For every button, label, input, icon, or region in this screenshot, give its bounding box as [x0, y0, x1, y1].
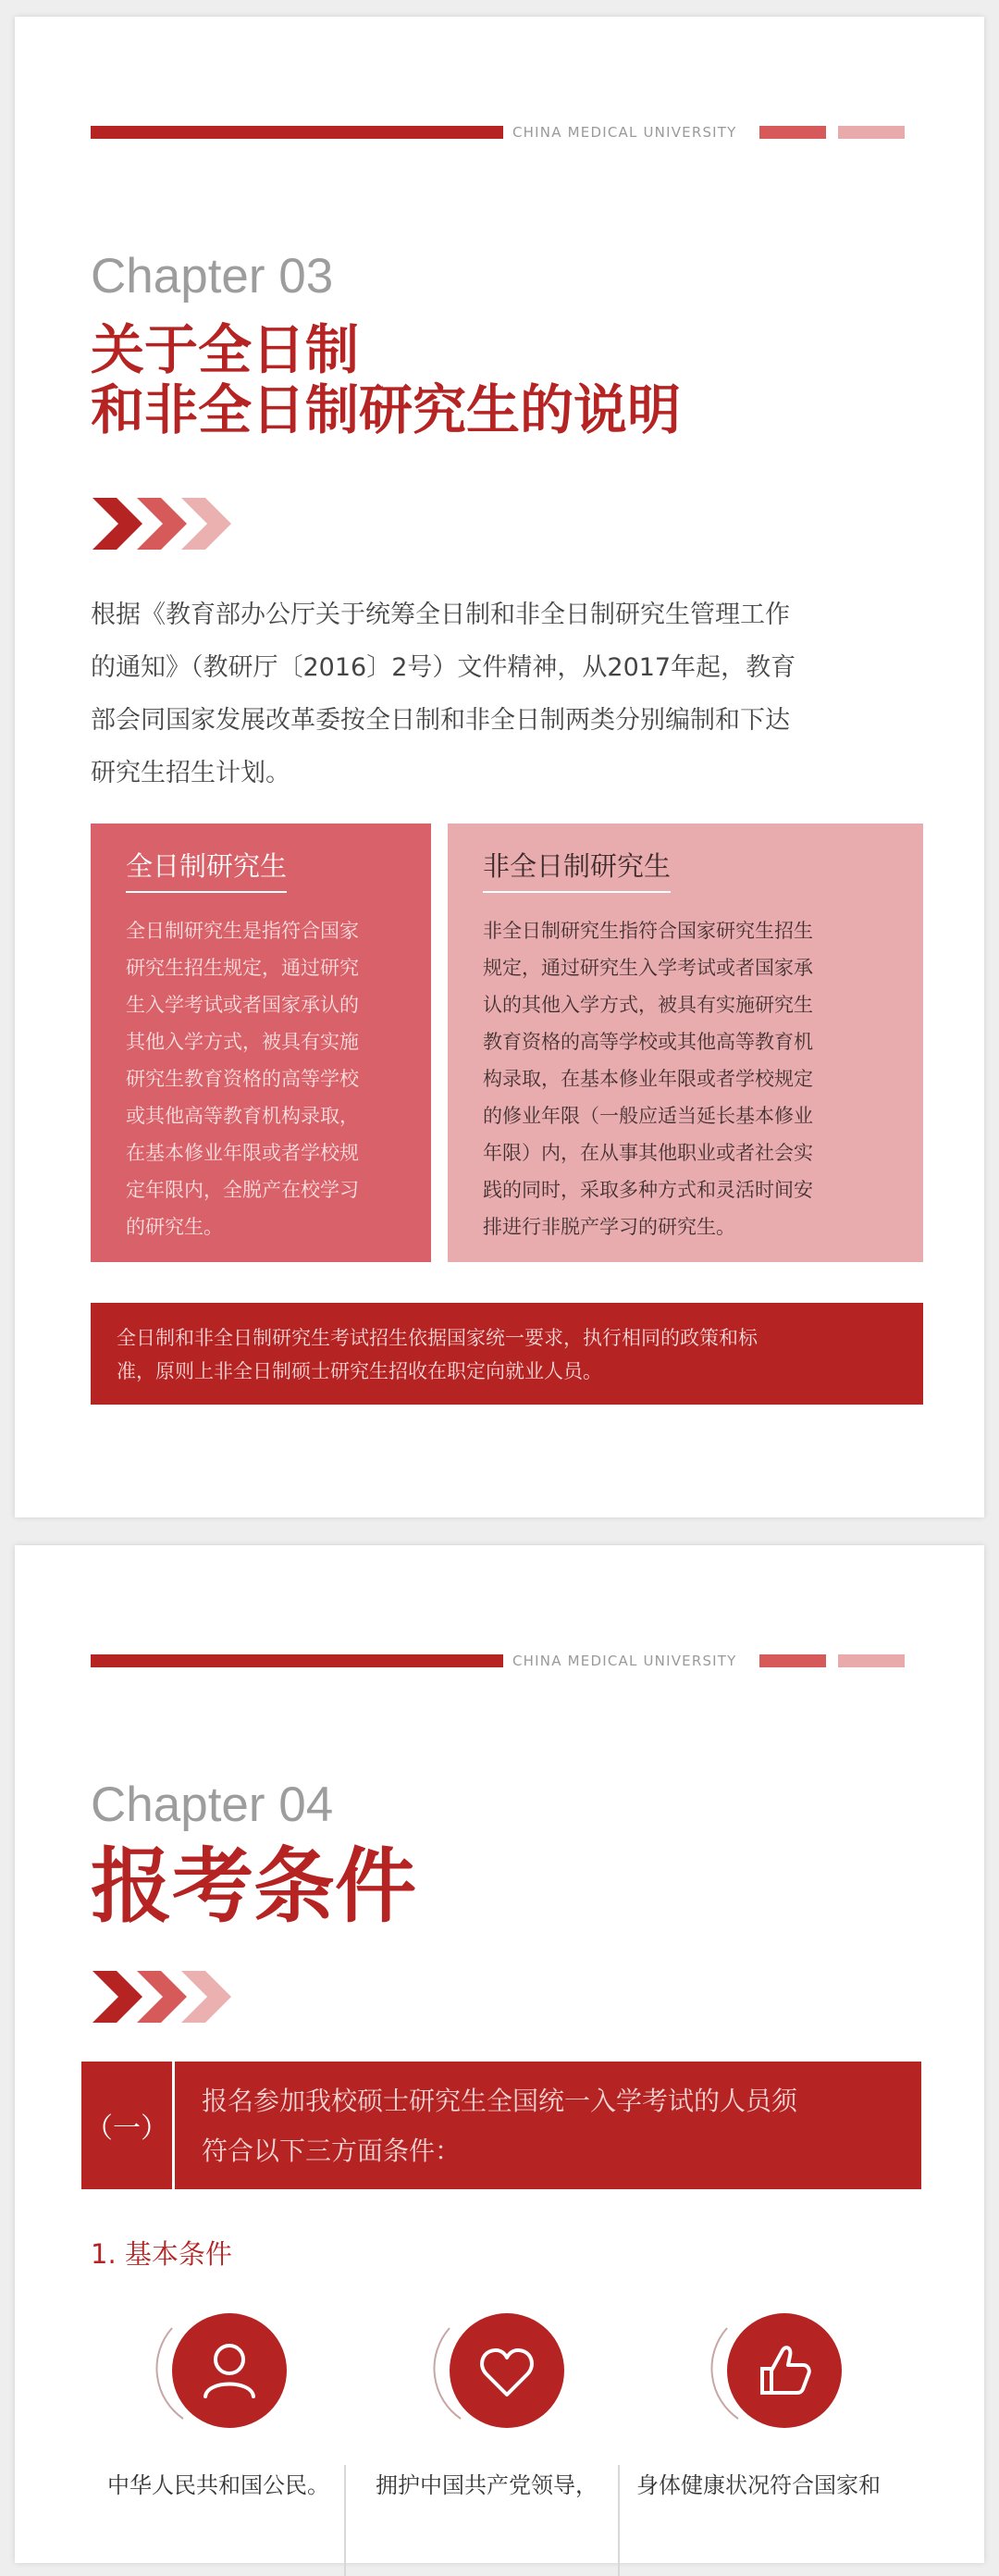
text-line: 报名参加我校硕士研究生全国统一入学考试的人员须 [202, 2086, 798, 2116]
intro-line: 研究生招生计划。 [91, 759, 290, 787]
full-time-description [126, 912, 403, 1245]
header-bar-main [91, 1654, 503, 1667]
header-bar-accent-light [838, 126, 905, 139]
chapter-03-card [15, 17, 984, 1517]
text-line: 构录取，在基本修业年限或者学校规定 [483, 1068, 813, 1090]
condition-item: 身体健康状况符合国家和 [636, 2472, 881, 2498]
header-bar-accent-light [838, 1654, 905, 1667]
chevron-arrows-icon [92, 1971, 240, 2023]
text-line: 研究生招生规定，通过研究 [126, 957, 359, 979]
header-bar-accent [759, 126, 826, 139]
chevron-arrows-icon [92, 498, 240, 550]
part-time-heading: 非全日制研究生 [483, 846, 671, 893]
heart-icon [422, 2293, 570, 2441]
part-time-box [448, 824, 923, 1262]
full-time-heading: 全日制研究生 [126, 846, 287, 893]
page-title [91, 320, 681, 440]
column-divider [344, 2465, 346, 2576]
text-line: 教育资格的高等学校或其他高等教育机 [483, 1031, 813, 1053]
intro-line: 部会同国家发展改革委按全日制和非全日制两类分别编制和下达 [91, 706, 790, 735]
text-line: 的修业年限（一般应适当延长基本修业 [483, 1105, 813, 1127]
text-line: 非全日制研究生指符合国家研究生招生 [483, 920, 813, 942]
condition-item: 中华人民共和国公民。 [107, 2472, 329, 2498]
condition-number: （一） [81, 2062, 175, 2189]
condition-item: 拥护中国共产党领导， [376, 2472, 598, 2498]
title-line: 关于全日制 [91, 318, 360, 381]
title-line: 和非全日制研究生的说明 [91, 378, 682, 441]
header-bar-accent [759, 1654, 826, 1667]
header-university-name: CHINA MEDICAL UNIVERSITY [512, 1653, 737, 1669]
text-line: 生入学考试或者国家承认的 [126, 994, 359, 1016]
policy-note [91, 1303, 923, 1405]
conditions-banner [81, 2062, 921, 2189]
chapter-label: Chapter 04 [91, 1777, 334, 1832]
chapter-label: Chapter 03 [91, 249, 334, 303]
text-line: 准，原则上非全日制硕士研究生招收在职定向就业人员。 [117, 1360, 602, 1382]
chapter-04-card [15, 1545, 984, 2563]
text-line: 其他入学方式，被具有实施 [126, 1031, 359, 1053]
thumbs-up-icon [699, 2293, 847, 2441]
person-icon [144, 2293, 292, 2441]
text-line: 的研究生。 [126, 1216, 223, 1238]
text-line: 符合以下三方面条件： [202, 2136, 462, 2166]
text-line: 在基本修业年限或者学校规 [126, 1142, 359, 1164]
page-title: 报考条件 [91, 1839, 417, 1934]
full-time-box [91, 824, 431, 1262]
intro-line: 根据《教育部办公厅关于统筹全日制和非全日制研究生管理工作 [91, 601, 790, 629]
part-time-description [483, 912, 895, 1245]
text-line: 规定，通过研究生入学考试或者国家承 [483, 957, 813, 979]
policy-note-text [117, 1321, 903, 1388]
header-bar [91, 1654, 923, 1669]
text-line: 全日制研究生是指符合国家 [126, 920, 359, 942]
text-line: 排进行非脱产学习的研究生。 [483, 1216, 735, 1238]
intro-line: 的通知》（教研厅〔2016〕2号）文件精神，从2017年起，教育 [91, 653, 796, 682]
header-bar [91, 126, 923, 141]
basic-conditions-heading: 1. 基本条件 [91, 2238, 232, 2270]
condition-description [202, 2076, 905, 2176]
text-line: 全日制和非全日制研究生考试招生依据国家统一要求，执行相同的政策和标 [117, 1327, 758, 1349]
text-line: 认的其他入学方式，被具有实施研究生 [483, 994, 813, 1016]
text-line: 践的同时，采取多种方式和灵活时间安 [483, 1179, 813, 1201]
text-line: 或其他高等教育机构录取， [126, 1105, 359, 1127]
intro-paragraph [91, 588, 923, 799]
column-divider [618, 2465, 620, 2576]
header-bar-main [91, 126, 503, 139]
text-line: 研究生教育资格的高等学校 [126, 1068, 359, 1090]
header-university-name: CHINA MEDICAL UNIVERSITY [512, 124, 737, 141]
text-line: 定年限内，全脱产在校学习 [126, 1179, 359, 1201]
text-line: 年限）内，在从事其他职业或者社会实 [483, 1142, 813, 1164]
